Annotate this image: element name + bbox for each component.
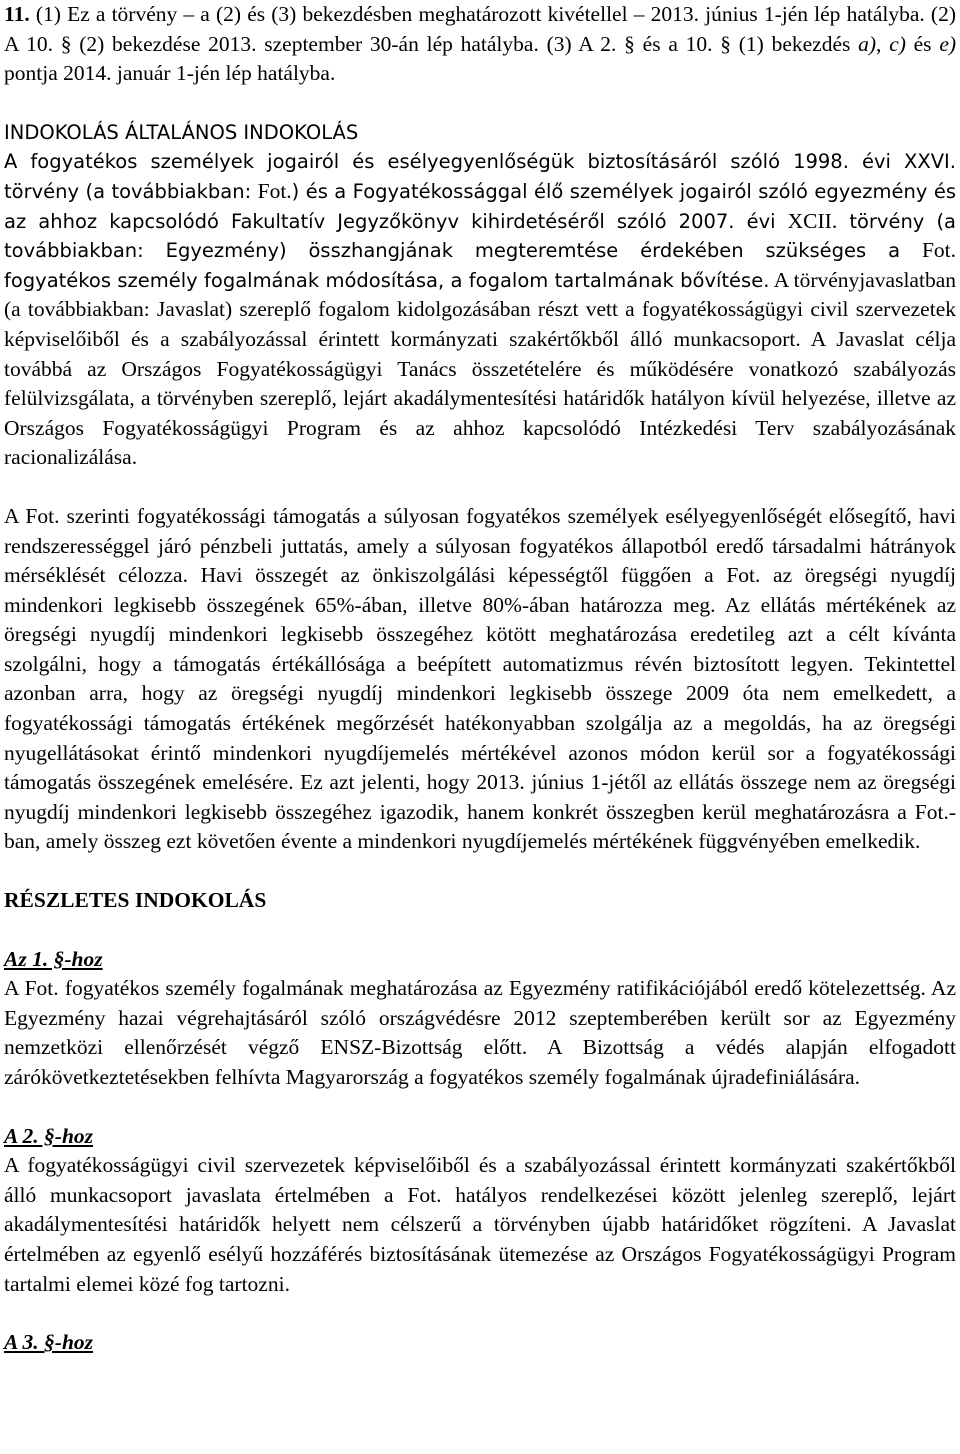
conjunction: és: [905, 31, 940, 56]
section-heading-reszletes: RÉSZLETES INDOKOLÁS: [4, 888, 267, 913]
justification-text-d: fogyatékos személy fogalmának módosítása, a fogalom tartalmának bővítése.: [4, 268, 770, 292]
point-c: c): [889, 31, 906, 56]
general-justification-block: [4, 118, 956, 473]
paragraph-11-text: (1) Ez a törvény – a (2) és (3) bekezdésben meghatározott kivétellel – 2013. június 1-jén lép hatályba. (2) A 10. § (2) bekezdése 2013. szeptember 30-án lép hatályba. (3) A 2. § és a 10. § (1) bekezdés: [4, 2, 956, 56]
justification-text-a: A fogyatékos személyek jogairól és esélyegyenlőségük biztosításáról szóló 1998. évi XXVI. törvény (a továbbiakban:: [4, 150, 956, 203]
abbr-fot: Fot.: [257, 178, 292, 203]
section-1-text: A Fot. fogyatékos személy fogalmának meghatározása az Egyezmény ratifikációjából eredő kötelezettség. Az Egyezmény hazai végrehajtásáról szóló országvédésre 2012 szeptemberében került sor az Egyezmény nemzetközi ellenőrzését végző ENSZ-Bizottság előtt. A Bizottság a védés alapján elfogadott zárókövetkeztetésekben felhívta Magyarország a fogyatékos személy fogalmának újradefiniálására.: [4, 976, 956, 1089]
abbr-fot: Fot.: [921, 238, 956, 263]
section-2-title: A 2. §-hoz: [4, 1123, 94, 1148]
section-1-title: Az 1. §-hoz: [4, 946, 103, 971]
section-heading-indokolas: INDOKOLÁS ÁLTALÁNOS INDOKOLÁS: [4, 120, 359, 144]
section-3-title: A 3. §-hoz: [4, 1330, 94, 1355]
paragraph-number: 11.: [4, 2, 30, 26]
point-a: a): [858, 31, 877, 56]
justification-text-rest: A törvényjavaslatban (a továbbiakban: Javaslat) szereplő fogalom kidolgozásában részt vett a fogyatékosságügyi civil szervezetek képviselőiből és a szabályozással érintett kormányzati szakértőkből álló munkacsoport. A Javaslat célja továbbá az Országos Fogyatékosságügyi Tanács összetételére és működésére vonatkozó szabályozás felülvizsgálata, a törvényben szereplő, lejárt akadálymentesítési határidők hatályon kívül helyezése, illetve az Országos Fogyatékosságügyi Program és az ahhoz kapcsolódó Intézkedési Terv szabályozásának racionalizálása.: [4, 267, 956, 470]
section-2-text: A fogyatékosságügyi civil szervezetek képviselőiből és a szabályozással érintett kormányzati szakértőkből álló munkacsoport javaslata értelmében a Fot. hatályos rendelkezései között jelenleg szereplő, lejárt akadálymentesítési határidők helyett nem célszerű a törvényben újabb határidőket rögzíteni. A Javaslat értelmében az egyenlő esélyű hozzáférés biztosításának ütemezése az Országos Fogyatékosságügyi Program tartalmi elemei közé fog tartozni.: [4, 1153, 956, 1296]
paragraph-support: A Fot. szerinti fogyatékossági támogatás a súlyosan fogyatékos személyek esélyegyenlőségét elősegítő, havi rendszerességgel járó pénzbeli juttatás, amely a súlyosan fogyatékos állapotból eredő társadalmi hátrányok mérséklését célozza. Havi összegét az önkiszolgálási képességtől függően a Fot. az öregségi nyugdíj mindenkori legkisebb összegének 65%-ában, illetve 80%-ában határozza meg. Az ellátás mértékének az öregségi nyugdíj mindenkori legkisebb összegéhez kötött meghatározása eredetileg azt a célt kívánta szolgálni, hogy a támogatás értékállósága a beépített automatizmus révén biztosított legyen. Tekintettel azonban arra, hogy az öregségi nyugdíj mindenkori legkisebb összege 2009 óta nem emelkedett, a fogyatékossági támogatás értékének megőrzését hatékonyabban szolgálja az a megoldás, ha az öregségi nyugellátásokat érintő mindenkori nyugdíjemelés mértékével azonos módon kerül sor a fogyatékossági támogatás összegének emelésére. Ez azt jelenti, hogy 2013. június 1-jétől az ellátás összege nem az öregségi nyugdíj mindenkori legkisebb összegéhez igazodik, hanem konkrét összegben kerül meghatározásra a Fot.-ban, amely összeg ezt követően évente a mindenkori nyugdíjemelés mértékének függvényében emelkedik.: [4, 503, 956, 854]
document-page: [4, 0, 956, 1358]
paragraph-11-tail: pontja 2014. január 1-jén lép hatályba.: [4, 61, 336, 86]
justification-text-b: ) és a Fogyatékossággal élő személyek jogairól szóló egyezmény és az ahhoz kapcsolódó Fakultatív Jegyzőkönyv kihirdetéséről szóló 2007. évi: [4, 179, 956, 233]
point-e: e): [939, 31, 957, 56]
paragraph-11: [4, 0, 956, 89]
separator: ,: [876, 31, 890, 56]
justification-text-c: törvény (a továbbiakban: Egyezmény) összhangjának megteremtése érdekében szükséges a: [4, 209, 957, 263]
law-number: XCII.: [787, 208, 838, 233]
